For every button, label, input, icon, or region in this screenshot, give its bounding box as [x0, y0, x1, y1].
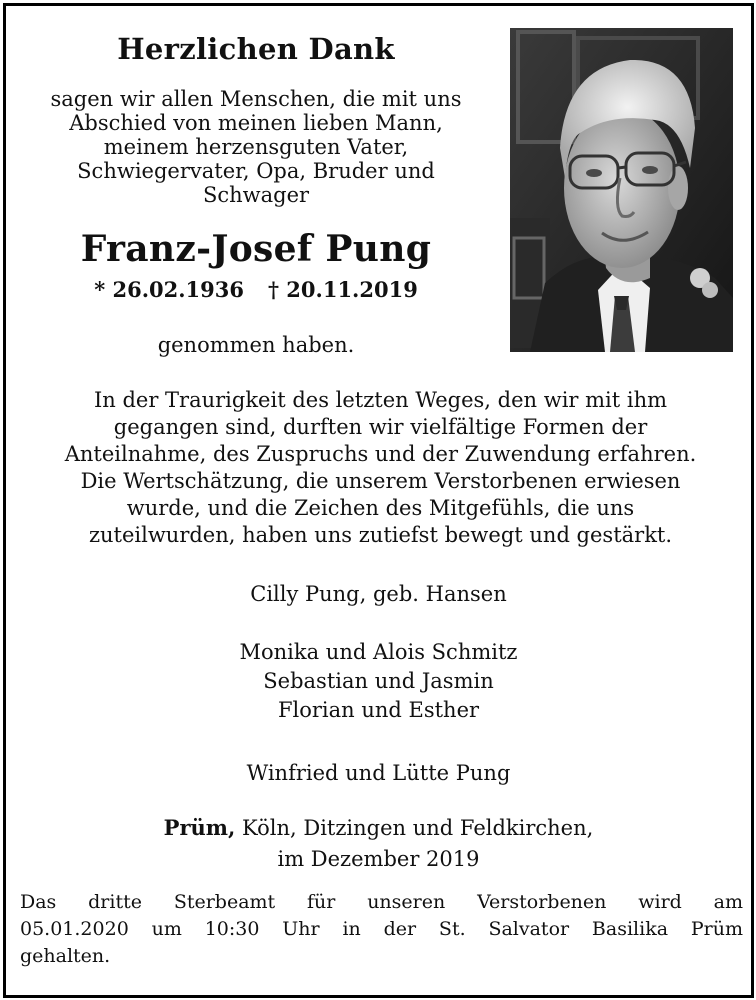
body-line: wurde, und die Zeichen des Mitgefühls, die uns: [126, 496, 635, 520]
hometown: Prüm,: [163, 815, 236, 840]
gratitude-text: [14, 387, 747, 549]
notice-line: 05.01.2020 um 10:30 Uhr in der St. Salvator Basilika Prüm: [20, 918, 743, 940]
body-line: zuteilwurden, haben uns zutiefst bewegt und gestärkt.: [88, 523, 673, 547]
intro-line: meinem herzensguten Vater,: [103, 135, 409, 159]
portrait-illustration: [510, 28, 733, 352]
birth-date: * 26.02.1936: [94, 277, 244, 302]
intro-line: Abschied von meinen lieben Mann,: [69, 111, 443, 135]
body-line: Anteilnahme, des Zuspruchs und der Zuwendung erfahren.: [64, 442, 697, 466]
body-line: In der Traurigkeit des letzten Weges, den wir mit ihm: [93, 388, 668, 412]
intro-line: Schwager: [202, 183, 310, 207]
intro-line: Schwiegervater, Opa, Bruder und: [77, 159, 435, 183]
places-line: [6, 812, 751, 844]
date-line: im Dezember 2019: [277, 847, 480, 871]
family-wife: Cilly Pung, geb. Hansen: [250, 582, 507, 606]
intro-text: [16, 87, 496, 207]
heading: Herzlichen Dank: [117, 32, 395, 66]
death-date: † 20.11.2019: [268, 277, 418, 302]
family-group-siblings: Winfried und Lütte Pung: [246, 761, 511, 785]
deceased-name: Franz-Josef Pung: [80, 228, 432, 270]
obituary-card: [3, 3, 754, 998]
body-line: Die Wertschätzung, die unserem Verstorbenen erwiesen: [80, 469, 681, 493]
portrait-photo: [510, 28, 733, 352]
body-line: gegangen sind, durften wir vielfältige Formen der: [113, 415, 648, 439]
family-line: Florian und Esther: [277, 698, 480, 722]
family-group-children: [6, 638, 751, 725]
life-dates: [6, 277, 506, 302]
service-notice: [20, 889, 743, 970]
intro-line: sagen wir allen Menschen, die mit uns: [50, 87, 462, 111]
taken-text: genommen haben.: [157, 333, 355, 357]
place-and-date: [6, 812, 751, 875]
other-places: Köln, Ditzingen und Feldkirchen,: [235, 816, 594, 840]
notice-line: Das dritte Sterbeamt für unseren Verstorbenen wird am: [20, 891, 743, 913]
family-line: Monika und Alois Schmitz: [239, 640, 518, 664]
family-line: Sebastian und Jasmin: [263, 669, 494, 693]
notice-line: gehalten.: [20, 945, 111, 967]
